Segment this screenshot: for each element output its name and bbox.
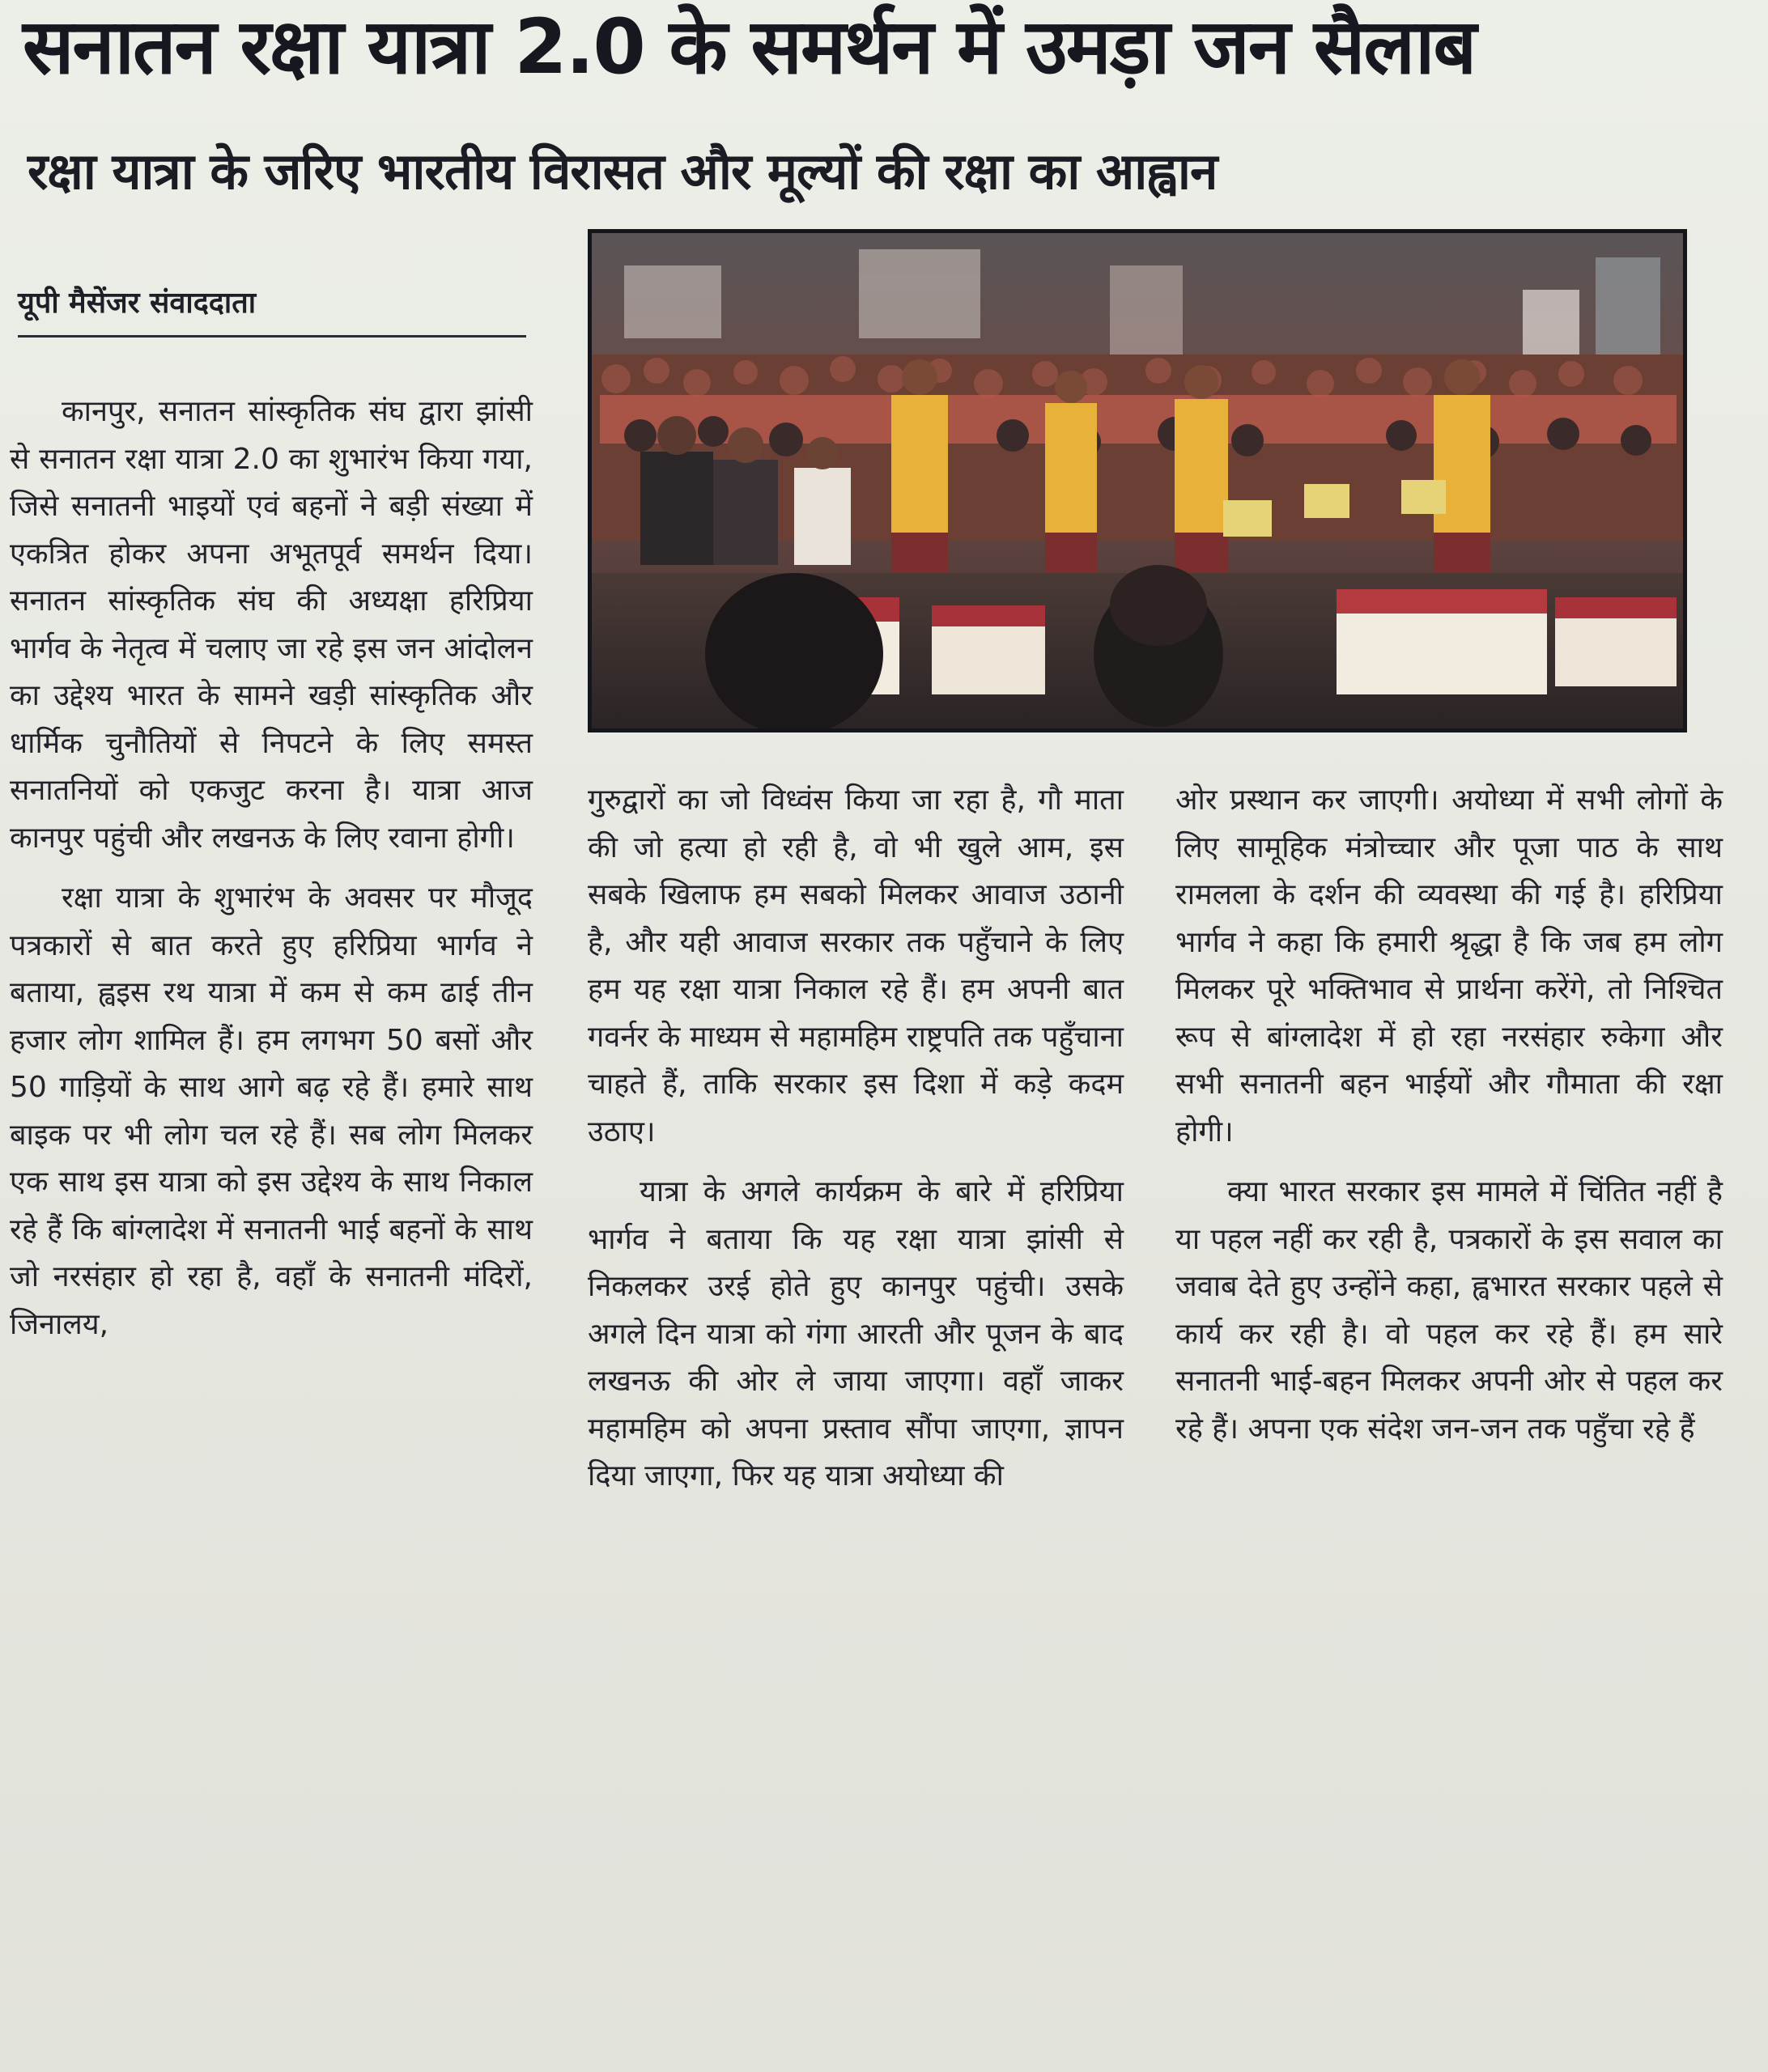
article-column-1 bbox=[10, 388, 533, 1361]
crowd-photo-art bbox=[592, 233, 1683, 728]
byline: यूपी मैसेंजर संवाददाता bbox=[18, 283, 526, 338]
headline: सनातन रक्षा यात्रा 2.0 के समर्थन में उमड़ा जन सैलाब bbox=[23, 3, 1476, 91]
paragraph: रक्षा यात्रा के शुभारंभ के अवसर पर मौजूद पत्रकारों से बात करते हुए हरिप्रिया भार्गव ने बताया, ह्वइस रथ यात्रा में कम से कम ढाई तीन हजार लोग शामिल हैं। हम लगभग 50 बसों और 50 गाड़ियों के साथ आगे बढ़ रहे हैं। हमारे साथ बाइक पर भी लोग चल रहे हैं। सब लोग मिलकर एक साथ इस यात्रा को इस उद्देश्य के साथ निकाल रहे हैं कि बांग्लादेश में सनातनी भाई बहनों के साथ जो नरसंहार हो रहा है, वहाँ के सनातनी मंदिरों, जिनालय, bbox=[10, 881, 533, 1341]
article-column-3 bbox=[1175, 777, 1723, 1466]
subheadline: रक्षा यात्रा के जरिए भारतीय विरासत और मूल्यों की रक्षा का आह्वान bbox=[28, 142, 1218, 201]
crowd-photo-icon bbox=[588, 229, 1687, 732]
paragraph: क्या भारत सरकार इस मामले में चिंतित नहीं है या पहल नहीं कर रही है, पत्रकारों के इस सवाल का जवाब देते हुए उन्होंने कहा, ह्वभारत सरकार पहले से कार्य कर रही है। वो पहल कर रहे हैं। हम सारे सनातनी भाई-बहन मिलकर अपनी ओर से पहल कर रहे हैं। अपना एक संदेश जन-जन तक पहुँचा रहे हैं bbox=[1175, 1175, 1723, 1446]
paragraph: यात्रा के अगले कार्यक्रम के बारे में हरिप्रिया भार्गव ने बताया कि यह रक्षा यात्रा झांसी से निकलकर उरई होते हुए कानपुर पहुंची। उसके अगले दिन यात्रा को गंगा आरती और पूजन के बाद लखनऊ की ओर ले जाया जाएगा। वहाँ जाकर महामहिम को अपना प्रस्ताव सौंपा जाएगा, ज्ञापन दिया जाएगा, फिर यह यात्रा अयोध्या की bbox=[588, 1175, 1124, 1492]
paragraph: कानपुर, सनातन सांस्कृतिक संघ द्वारा झांसी से सनातन रक्षा यात्रा 2.0 का शुभारंभ किया गया, जिसे सनातनी भाइयों एवं बहनों ने बड़ी संख्या में एकत्रित होकर अपना अभूतपूर्व समर्थन दिया। सनातन सांस्कृतिक संघ की अध्यक्षा हरिप्रिया भार्गव के नेतृत्व में चलाए जा रहे इस जन आंदोलन का उद्देश्य भारत के सामने खड़ी सांस्कृतिक और धार्मिक चुनौतियों से निपटने के लिए समस्त सनातनियों को एकजुट करना है। यात्रा आज कानपुर पहुंची और लखनऊ के लिए रवाना होगी। bbox=[10, 395, 533, 855]
paragraph: गुरुद्वारों का जो विध्वंस किया जा रहा है, गौ माता की जो हत्या हो रही है, वो भी खुले आम, इस सबके खिलाफ हम सबको मिलकर आवाज उठानी है, और यही आवाज सरकार तक पहुँचाने के लिए हम यह रक्षा यात्रा निकाल रहे हैं। हम अपनी बात गवर्नर के माध्यम से महामहिम राष्ट्रपति तक पहुँचाना चाहते हैं, ताकि सरकार इस दिशा में कड़े कदम उठाए। bbox=[588, 783, 1124, 1149]
paragraph: ओर प्रस्थान कर जाएगी। अयोध्या में सभी लोगों के लिए सामूहिक मंत्रोच्चार और पूजा पाठ के साथ रामलला के दर्शन की व्यवस्था की गई है। हरिप्रिया भार्गव ने कहा कि हमारी श्रृद्धा है कि जब हम लोग मिलकर पूरे भक्तिभाव से प्रार्थना करेंगे, तो निश्चित रूप से बांग्लादेश में हो रहा नरसंहार रुकेगा और सभी सनातनी बहन भाईयों और गौमाता की रक्षा होगी। bbox=[1175, 783, 1723, 1149]
article-column-2 bbox=[588, 777, 1124, 1514]
